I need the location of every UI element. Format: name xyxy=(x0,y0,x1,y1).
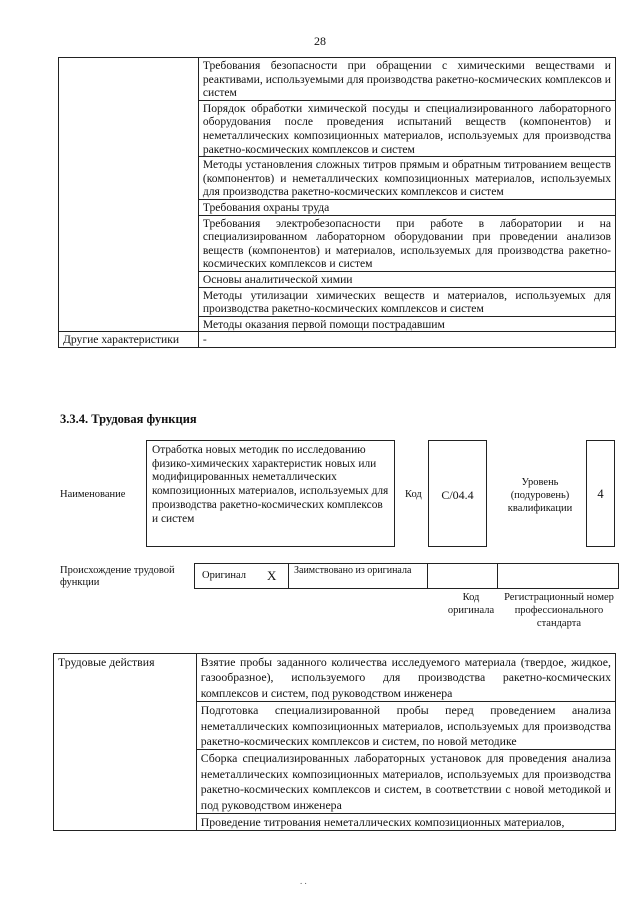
row-label xyxy=(59,58,199,332)
origin-label: Происхождение трудовой функции xyxy=(60,565,175,588)
table-cell: Основы аналитической химии xyxy=(198,271,615,287)
borrowed-cell xyxy=(288,563,428,589)
code-value: C/04.4 xyxy=(441,488,474,502)
table-cell: Требования безопасности при обращении с химическими веществами и реактивами, используемыми для производства ракетно-космических комплексов и систем xyxy=(198,58,615,101)
code-original-cell xyxy=(427,563,498,589)
footer-marks: . . xyxy=(300,876,307,886)
knowledge-table xyxy=(58,57,616,348)
section-title: 3.3.4. Трудовая функция xyxy=(60,412,197,426)
code-original-label: Код оригинала xyxy=(447,592,495,616)
table-cell: - xyxy=(198,332,615,348)
table-cell: Порядок обработки химической посуды и специализированного лабораторного оборудования после проведения испытаний веществ (компонентов) и неметаллических композиционных материалов, используемых для производства ракетно-космических комплексов и систем xyxy=(198,100,615,156)
table-cell: Проведение титрования неметаллических композиционных материалов, xyxy=(196,814,615,831)
table-cell: Методы оказания первой помощи пострадавшим xyxy=(198,316,615,332)
level-box xyxy=(586,440,615,547)
table-cell: Методы утилизации химических веществ и материалов, используемых для производства ракетно-космических комплексов и систем xyxy=(198,287,615,316)
row-label: Трудовые действия xyxy=(54,654,197,831)
function-name-value: Отработка новых методик по исследованию физико-химических характеристик новых или модифицированных неметаллических композиционных материалов, используемых для производства ракетно-космических комплексов и систем xyxy=(152,444,389,525)
reg-number-label: Регистрационный номер профессионального стандарта xyxy=(504,592,614,629)
table-cell: Сборка специализированных лабораторных установок для проведения анализа неметаллических композиционных материалов, используемых для производства ракетно-космических комплексов и систем, в соответствии с новой методикой и под руководством инженера xyxy=(196,750,615,814)
code-label: Код xyxy=(405,489,422,500)
function-name-box xyxy=(146,440,395,547)
table-cell: Требования электробезопасности при работе в лаборатории и на специализированном лабораторном оборудовании при проведении анализов веществ (компонентов) и материалов, используемых для производства ракетно-космических комплексов и систем xyxy=(198,215,615,271)
original-mark: X xyxy=(267,568,277,583)
reg-number-cell xyxy=(497,563,619,589)
table-cell: Методы установления сложных титров прямым и обратным титрованием веществ (компонентов) и неметаллических композиционных материалов, используемых для производства ракетно-космических комплексов и систем xyxy=(198,157,615,200)
page-number: 28 xyxy=(314,34,326,48)
table-row xyxy=(59,58,616,101)
borrowed-label: Заимствовано из оригинала xyxy=(294,565,412,576)
original-cell xyxy=(194,563,289,589)
table-row xyxy=(54,654,616,702)
level-value: 4 xyxy=(597,487,604,501)
table-row xyxy=(59,332,616,348)
level-label: Уровень (подуровень) квалификации xyxy=(507,477,573,514)
original-label: Оригинал xyxy=(202,570,246,581)
code-box xyxy=(428,440,487,547)
row-label: Другие характеристики xyxy=(59,332,199,348)
name-label: Наименование xyxy=(60,489,126,500)
table-cell: Взятие пробы заданного количества исследуемого материала (твердое, жидкое, газообразное), используемого для производства ракетно-космических комплексов и систем, под руководством инженера xyxy=(196,654,615,702)
table-cell: Подготовка специализированной пробы перед проведением анализа неметаллических композиционных материалов, используемых для производства ракетно-космических комплексов и систем, по новой методике xyxy=(196,702,615,750)
actions-table xyxy=(53,653,616,831)
table-cell: Требования охраны труда xyxy=(198,199,615,215)
